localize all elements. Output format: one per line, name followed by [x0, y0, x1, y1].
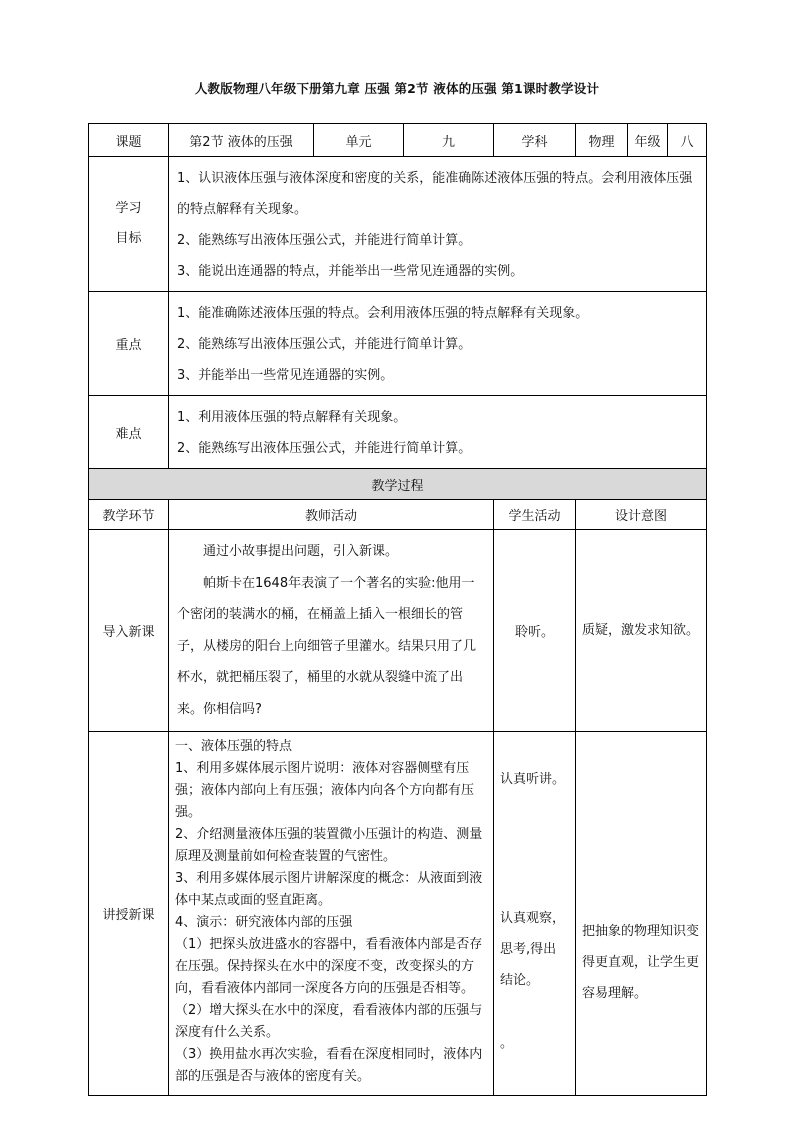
lecture-design: 把抽象的物理知识变得更直观，让学生更容易理解。: [576, 732, 707, 1096]
intro-student: 聆听。: [494, 530, 576, 732]
lecture-item: 4、演示：研究液体内部的压强: [175, 915, 353, 930]
difficulties-label: 难点: [89, 396, 169, 469]
lecture-item: 2、介绍测量液体压强的装置微小压强计的构造、测量原理及测量前如何检查装置的气密性。: [175, 827, 483, 864]
subject-value: 物理: [576, 124, 628, 157]
difficulty-item: 1、利用液体压强的特点解释有关现象。: [177, 410, 407, 425]
goals-content: [169, 157, 707, 292]
goals-label-line-2: 目标: [115, 231, 142, 246]
course-label: 课题: [89, 124, 169, 157]
lecture-item: （2）增大探头在水中的深度，看看液体内部的压强与深度有什么关系。: [175, 1003, 483, 1040]
lecture-student: [494, 732, 576, 1096]
intro-teacher-story: 帕斯卡在1648年表演了一个著名的实验:他用一个密闭的装满水的桶，在桶盖上插入一根细长的管子，从楼房的阳台上向细管子里灌水。结果只用了几杯水，就把桶压裂了，桶里的水就从裂缝中流了出来。你相信吗?: [177, 575, 477, 717]
lecture-student-end: 。: [500, 1036, 514, 1051]
lecture-teacher: [169, 732, 494, 1096]
key-points-label: 重点: [89, 292, 169, 396]
grade-value: 八: [680, 134, 694, 150]
course-value: 第2节 液体的压强: [169, 124, 314, 157]
key-points-content: [169, 292, 707, 396]
lecture-item: （1）把探头放进盛水的容器中，看看液体内部是否存在压强。保持探头在水中的深度不变，改变探头的方向，看看液体内部同一深度各方向的压强是否相等。: [175, 937, 483, 996]
intro-stage: 导入新课: [89, 530, 169, 732]
process-title: 教学过程: [89, 469, 707, 500]
subject-label: 学科: [494, 124, 576, 157]
process-title-row: [89, 469, 707, 500]
goal-item: 3、能说出连通器的特点，并能举出一些常见连通器的实例。: [177, 264, 524, 279]
lecture-item: 3、利用多媒体展示图片讲解深度的概念：从液面到液体中某点或面的竖直距离。: [175, 871, 483, 908]
key-point-item: 1、能准确陈述液体压强的特点。会利用液体压强的特点解释有关现象。: [177, 306, 589, 321]
difficulty-item: 2、能熟练写出液体压强公式，并能进行简单计算。: [177, 441, 472, 456]
lecture-stage: 讲授新课: [89, 732, 169, 1096]
document-title: 人教版物理八年级下册第九章 压强 第2节 液体的压强 第1课时教学设计: [194, 81, 600, 96]
goals-row: [89, 157, 707, 292]
lecture-heading: 一、液体压强的特点: [175, 739, 293, 754]
key-point-item: 2、能熟练写出液体压强公式，并能进行简单计算。: [177, 337, 472, 352]
lecture-item: （3）换用盐水再次实验，看看在深度相同时，液体内部的压强是否与液体的密度有关。: [175, 1047, 483, 1084]
header-row: [89, 124, 707, 157]
column-header-row: [89, 500, 707, 530]
intro-design: 质疑，激发求知欲。: [576, 530, 707, 732]
grade-cell: [628, 124, 707, 157]
key-points-row: [89, 292, 707, 396]
unit-label: 单元: [314, 124, 404, 157]
col-teacher: 教师活动: [169, 500, 494, 530]
grade-label: 年级: [628, 124, 668, 156]
lecture-student-listen: 认真听讲。: [500, 772, 566, 787]
unit-value: 九: [404, 124, 494, 157]
difficulties-row: [89, 396, 707, 469]
difficulties-content: [169, 396, 707, 469]
col-stage: 教学环节: [89, 500, 169, 530]
intro-row: [89, 530, 707, 732]
key-point-item: 3、并能举出一些常见连通器的实例。: [177, 368, 394, 383]
col-student: 学生活动: [494, 500, 576, 530]
goal-item: 1、认识液体压强与液体深度和密度的关系，能准确陈述液体压强的特点。会利用液体压强的特点解释有关现象。: [177, 171, 693, 217]
lecture-student-observe: 认真观察，思考,得出结论。: [500, 911, 566, 988]
goals-label-line-1: 学习: [115, 201, 142, 216]
lesson-plan-table: [88, 123, 707, 1096]
intro-teacher: [169, 530, 494, 732]
col-design: 设计意图: [576, 500, 707, 530]
intro-teacher-line: 通过小故事提出问题，引入新课。: [203, 544, 399, 559]
goals-label: [89, 157, 169, 292]
lecture-item: 1、利用多媒体展示图片说明：液体对容器侧壁有压强；液体内部向上有压强；液体内向各个方向都有压强。: [175, 761, 475, 820]
goal-item: 2、能熟练写出液体压强公式，并能进行简单计算。: [177, 233, 472, 248]
lecture-row: [89, 732, 707, 1096]
